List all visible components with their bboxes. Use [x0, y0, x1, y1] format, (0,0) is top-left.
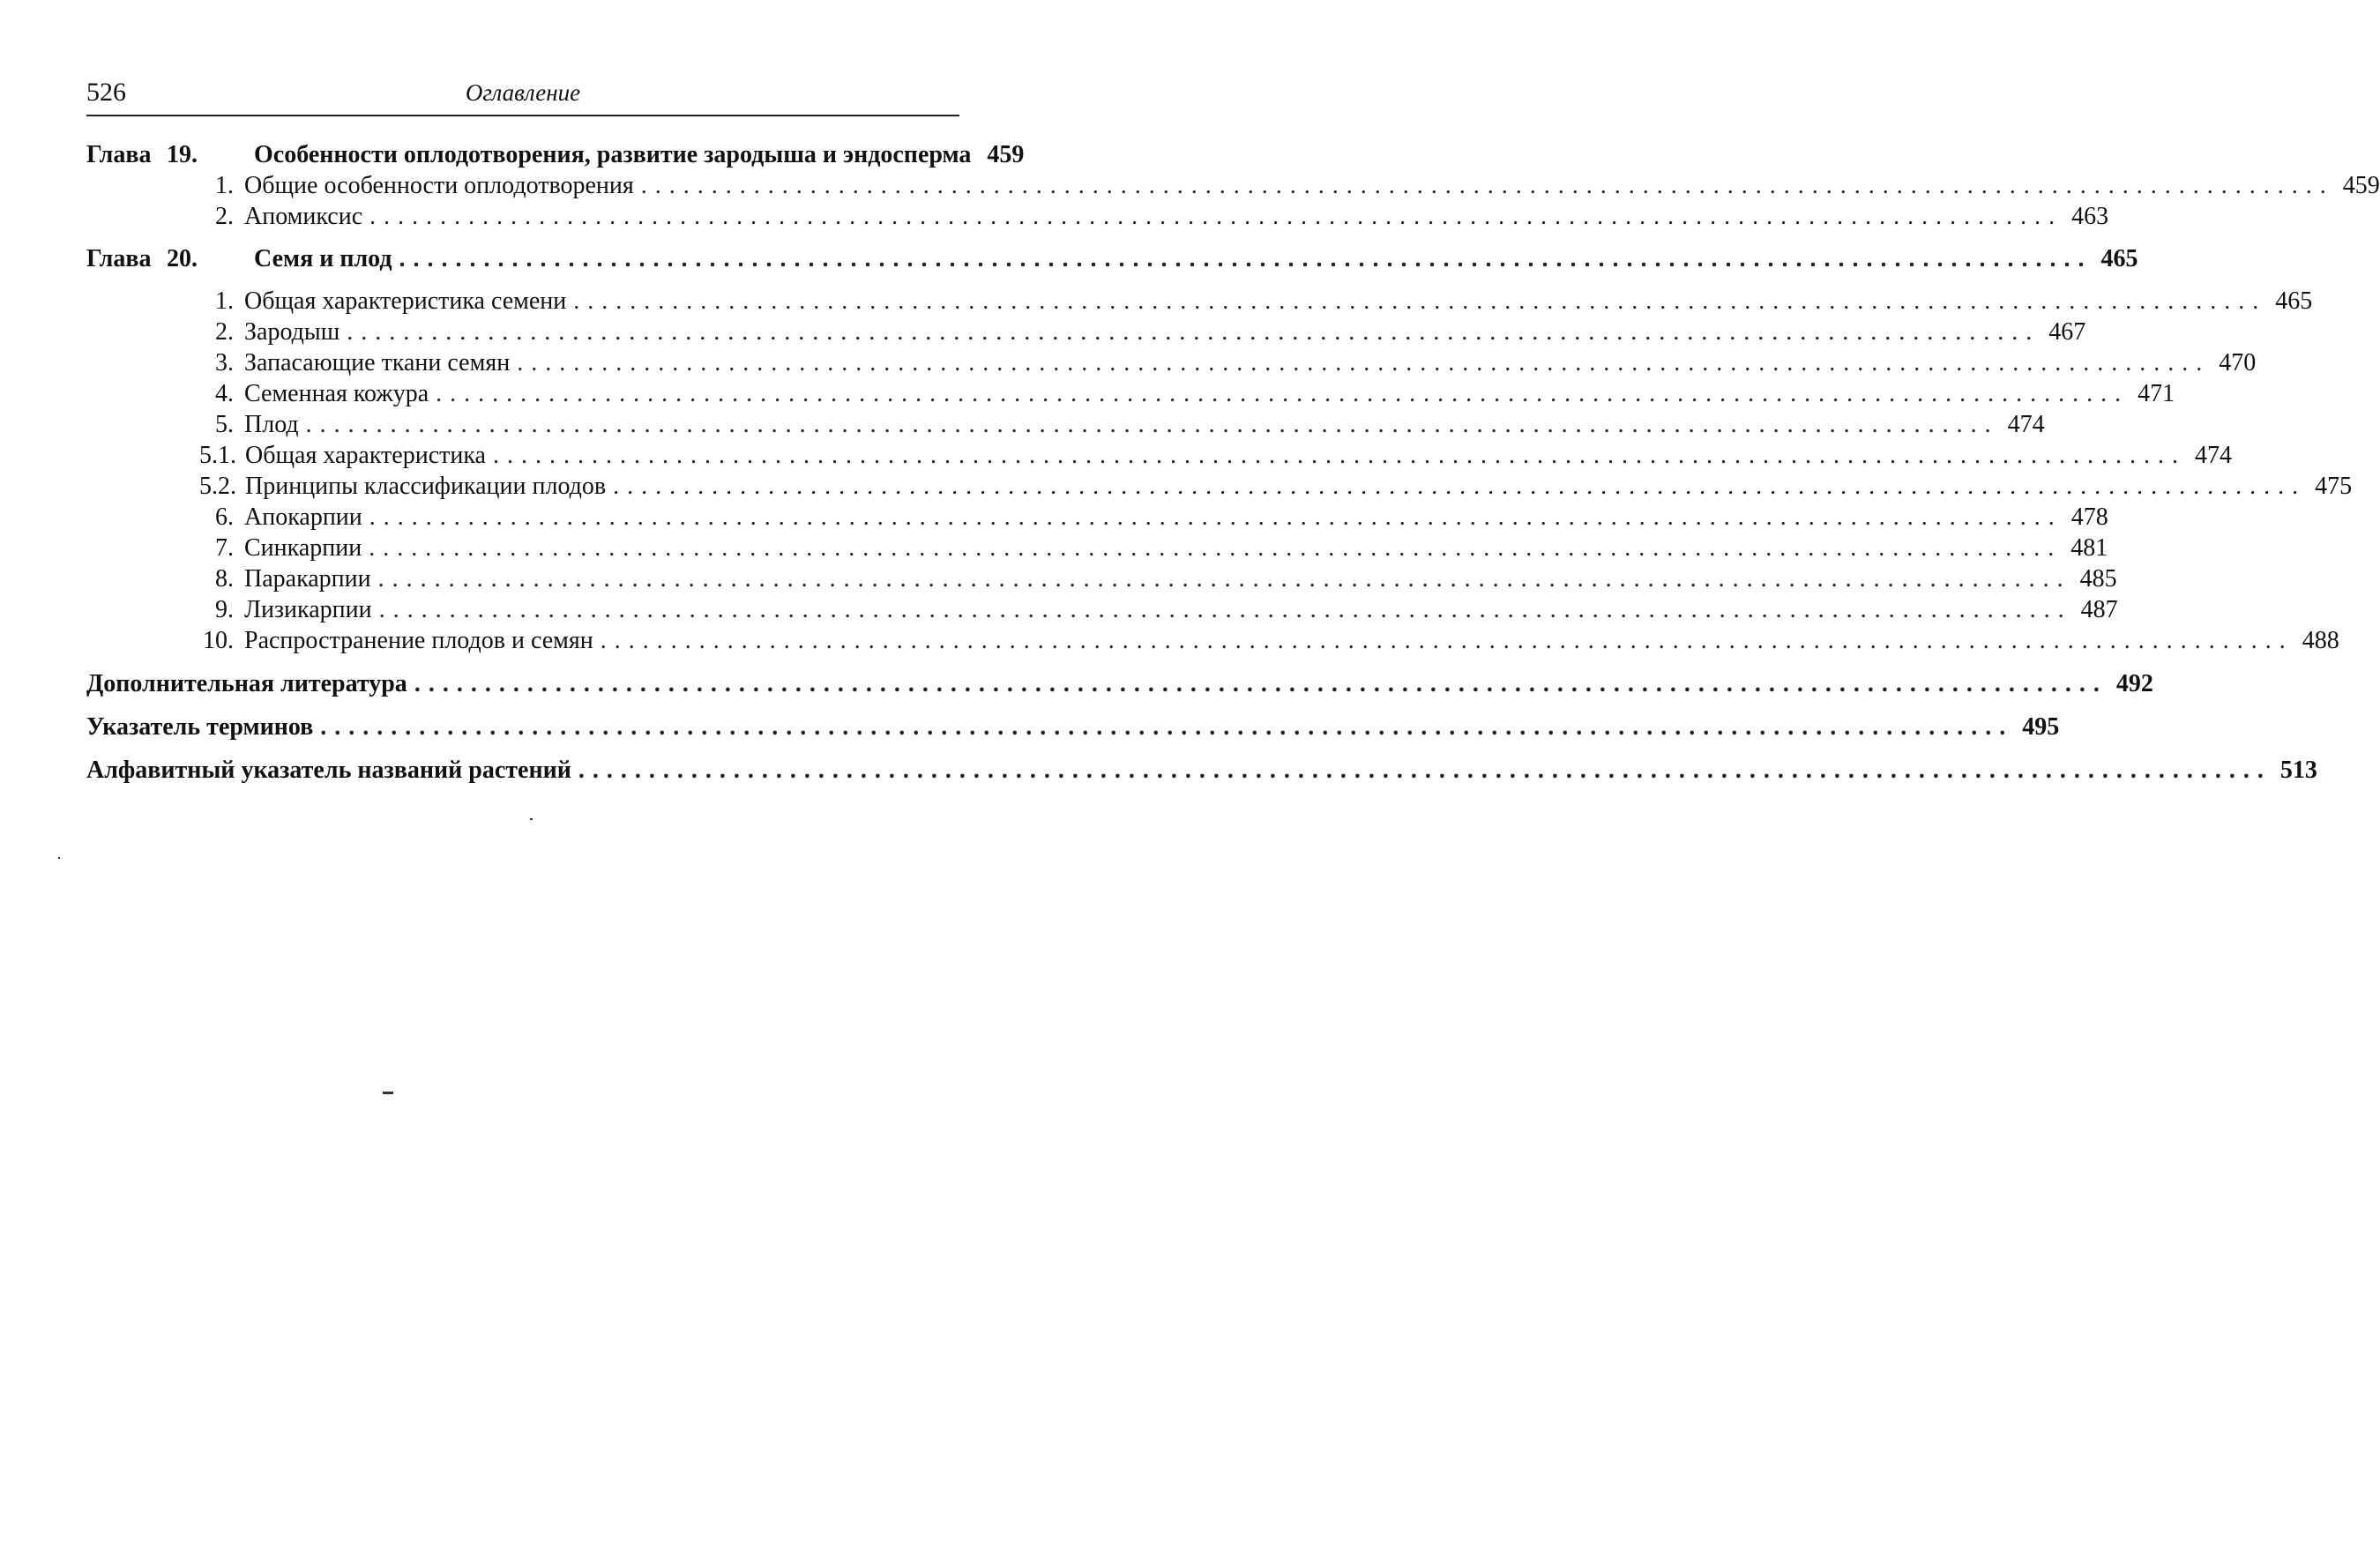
- leader-dots: ........................................................................................................................: [347, 318, 2041, 346]
- back-matter-title: Указатель терминов: [86, 713, 314, 741]
- section-title: Общие особенности оплодотворения: [244, 172, 634, 199]
- subsection-page: 474: [2194, 442, 2232, 469]
- chapter-label: Глава: [86, 245, 152, 272]
- leader-dots: ........................................................................................................................: [436, 380, 2130, 407]
- back-matter-page: 513: [2279, 757, 2317, 784]
- toc-subsection: [86, 471, 2353, 502]
- section-page: 487: [2080, 596, 2118, 623]
- leader-dots: ........................................................................................................................: [600, 627, 2294, 654]
- toc-subsection: [86, 440, 2232, 471]
- toc-section: [86, 594, 2118, 625]
- back-matter-title: Алфавитный указатель названий растений: [86, 757, 571, 784]
- toc-chapter-19: [86, 139, 1025, 170]
- section-title: Семенная кожура: [244, 380, 429, 407]
- chapter-number: 19.: [167, 141, 198, 168]
- subsection-number: 5.2.: [199, 473, 236, 500]
- leader-dots: ........................................................................................................................: [640, 172, 2334, 199]
- toc-section: [86, 533, 2108, 563]
- leader-dots: ........................................................................................................................: [399, 245, 2093, 272]
- section-title: Апомиксис: [244, 203, 363, 230]
- section-page: 459: [2342, 172, 2380, 199]
- subsection-number: 5.1.: [199, 442, 236, 469]
- scan-speck: [383, 1092, 393, 1094]
- section-page: 463: [2071, 203, 2109, 230]
- chapter-number: 20.: [167, 245, 198, 272]
- section-number: 2.: [215, 318, 234, 346]
- toc-section: [86, 347, 2257, 378]
- section-number: 3.: [215, 349, 234, 376]
- leader-dots: ........................................................................................................................: [369, 534, 2063, 562]
- back-matter-page: 495: [2022, 713, 2060, 741]
- chapter-label: Глава: [86, 141, 152, 168]
- leader-dots: ........................................................................................................................: [377, 565, 2071, 593]
- section-number: 1.: [215, 287, 234, 315]
- section-title: Паракарпии: [244, 565, 371, 593]
- leader-dots: ........................................................................................................................: [320, 713, 2014, 741]
- leader-dots: ........................................................................................................................: [573, 287, 2267, 315]
- toc-section: [86, 563, 2117, 594]
- chapter-page: 465: [2100, 245, 2138, 272]
- section-title: Распространение плодов и семян: [244, 627, 593, 654]
- chapter-title: Особенности оплодотворения, развитие зародыша и эндосперма: [254, 141, 972, 168]
- section-title: Лизикарпии: [244, 596, 372, 623]
- toc-section: [86, 378, 2175, 409]
- section-page: 465: [2275, 287, 2313, 315]
- section-number: 9.: [215, 596, 234, 623]
- back-matter-title: Дополнительная литература: [86, 670, 407, 697]
- chapter-page: 459: [987, 141, 1025, 168]
- section-title: Плод: [244, 411, 299, 438]
- table-of-contents: [86, 139, 2380, 786]
- toc-section: [86, 502, 2108, 533]
- section-number: 7.: [215, 534, 234, 562]
- section-page: 474: [2007, 411, 2045, 438]
- section-page: 485: [2079, 565, 2117, 593]
- section-number: 1.: [215, 172, 234, 199]
- section-page: 478: [2070, 503, 2108, 531]
- leader-dots: ........................................................................................................................: [492, 442, 2186, 469]
- section-page: 470: [2219, 349, 2257, 376]
- section-title: Зародыш: [244, 318, 340, 346]
- subsection-title: Общая характеристика: [245, 442, 486, 469]
- section-number: 5.: [215, 411, 234, 438]
- leader-dots: ........................................................................................................................: [378, 596, 2072, 623]
- subsection-title: Принципы классификации плодов: [245, 473, 607, 500]
- back-matter-page: 492: [2115, 670, 2153, 697]
- section-number: 8.: [215, 565, 234, 593]
- section-page: 488: [2302, 627, 2339, 654]
- section-title: Общая характеристика семени: [244, 287, 567, 315]
- section-page: 467: [2048, 318, 2086, 346]
- leader-dots: ........................................................................................................................: [305, 411, 1999, 438]
- section-title: Апокарпии: [244, 503, 362, 531]
- leader-dots: ........................................................................................................................: [578, 757, 2272, 784]
- running-title: Оглавление: [465, 79, 581, 106]
- leader-dots: ........................................................................................................................: [369, 203, 2063, 230]
- toc-back-matter-plant-index: [86, 755, 2317, 786]
- header-rule: [86, 115, 959, 116]
- section-title: Синкарпии: [244, 534, 362, 562]
- toc-section: [86, 625, 2339, 656]
- scan-speck: [530, 818, 533, 820]
- section-number: 2.: [215, 203, 234, 230]
- toc-section: [86, 170, 2380, 201]
- subsection-page: 475: [2315, 473, 2353, 500]
- section-page: 471: [2138, 380, 2175, 407]
- section-page: 481: [2070, 534, 2108, 562]
- toc-back-matter-bibliography: [86, 668, 2153, 699]
- toc-section: [86, 317, 2086, 347]
- section-number: 10.: [203, 627, 234, 654]
- section-title: Запасающие ткани семян: [244, 349, 511, 376]
- section-number: 6.: [215, 503, 234, 531]
- page-number: 526: [86, 78, 126, 107]
- chapter-title: Семя и плод: [254, 245, 392, 272]
- toc-chapter-20: [86, 243, 2138, 274]
- toc-back-matter-terms-index: [86, 712, 2060, 742]
- toc-section: [86, 409, 2045, 440]
- page-header: [86, 78, 959, 116]
- toc-section: [86, 286, 2313, 317]
- scan-speck: [58, 857, 60, 859]
- toc-section: [86, 201, 2109, 232]
- leader-dots: ........................................................................................................................: [414, 670, 2108, 697]
- leader-dots: ........................................................................................................................: [369, 503, 2063, 531]
- leader-dots: ........................................................................................................................: [613, 473, 2307, 500]
- section-number: 4.: [215, 380, 234, 407]
- leader-dots: ........................................................................................................................: [517, 349, 2211, 376]
